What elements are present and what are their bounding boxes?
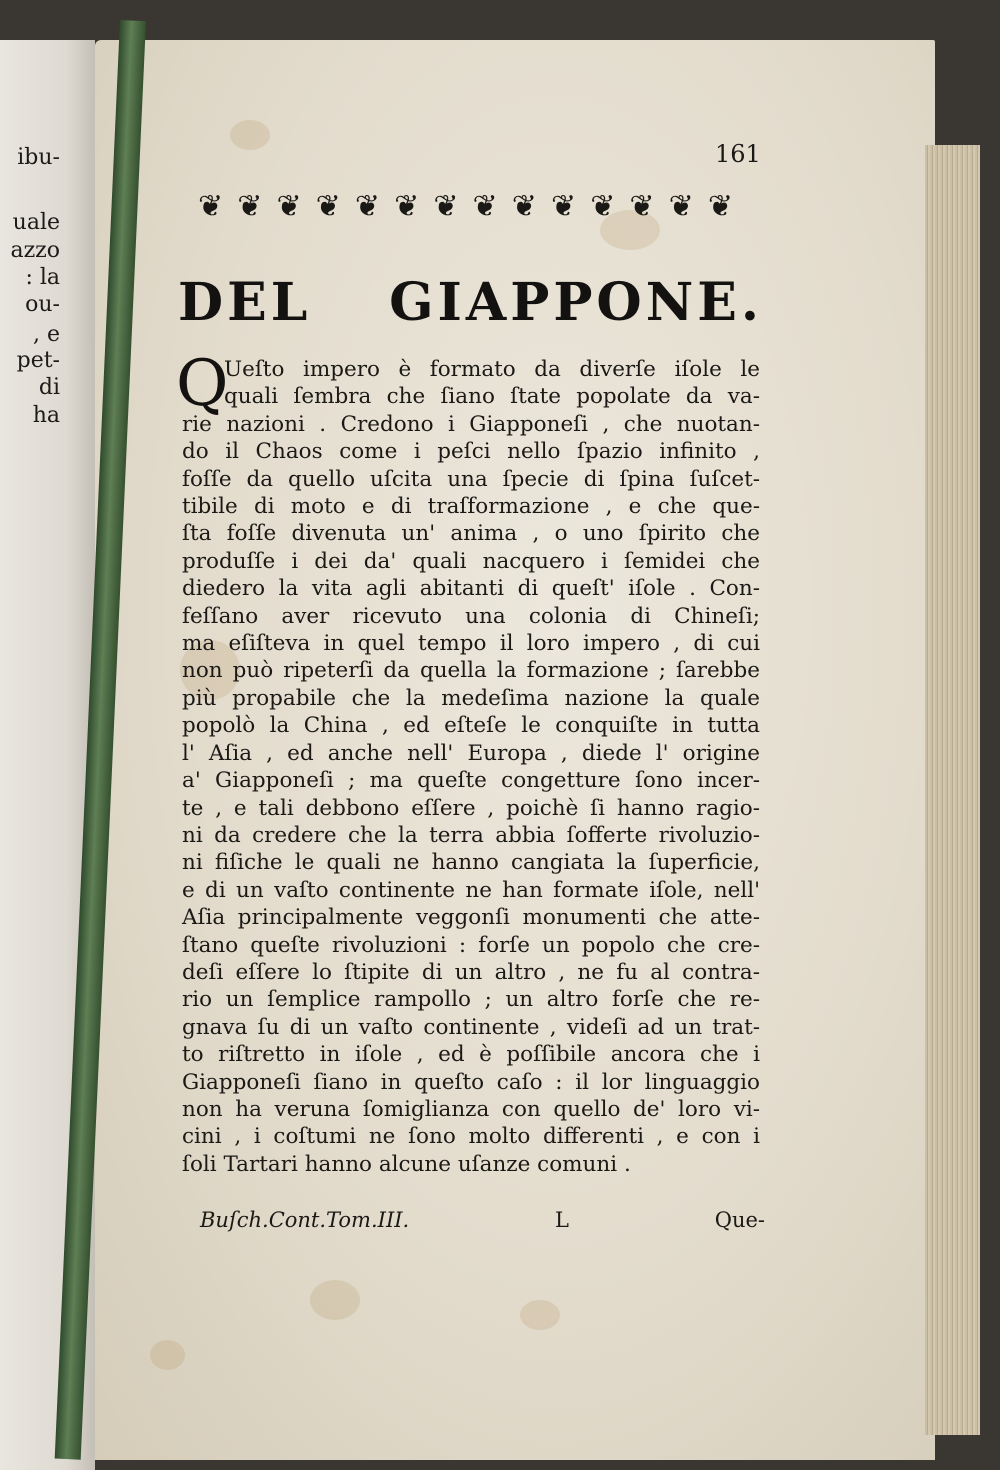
text-line: non può ripeterſi da quella la formazione ; ſarebbe — [182, 658, 760, 684]
left-page-fragment: ha — [32, 403, 60, 428]
foxing-stain — [230, 120, 270, 150]
drop-cap: Q — [176, 347, 229, 421]
fleuron-icon: ❦ — [198, 189, 224, 224]
text-line: cini , i coſtumi ne ſono molto differenti , e con i — [182, 1124, 760, 1150]
foxing-stain — [310, 1280, 360, 1320]
header-ornament — [198, 189, 733, 224]
text-line: gnava ſu di un vaſto continente , videſi ad un trat- — [182, 1014, 760, 1040]
text-line: ſoli Tartari hanno alcune uſanze comuni . — [182, 1151, 631, 1177]
fleuron-icon: ❦ — [590, 189, 616, 224]
body-text — [176, 347, 760, 1178]
text-line: quali ſembra che ſiano ſtate popolate da va- — [224, 384, 760, 410]
left-page-fragment: pet- — [16, 348, 60, 373]
chapter-title: DEL GIAPPONE. — [178, 272, 763, 333]
left-page-fragment: , e — [32, 322, 60, 347]
text-line: produſſe i dei da' quali nacquero i ſemidei che — [182, 548, 760, 574]
left-page-fragment: ibu- — [17, 145, 60, 170]
foxing-stain — [150, 1340, 185, 1370]
signature-mark: L — [555, 1208, 569, 1232]
text-line: ni da credere che la terra abbia ſofferte rivoluzio- — [182, 822, 760, 848]
text-line: Giapponeſi ſiano in queſto caſo : il lor linguaggio — [182, 1069, 760, 1095]
catchword: Que- — [714, 1208, 765, 1232]
text-line: feſſano aver ricevuto una colonia di Chineſi; — [182, 603, 760, 629]
fleuron-icon: ❦ — [315, 189, 341, 224]
fleuron-icon: ❦ — [668, 189, 694, 224]
text-line: to riſtretto in iſole , ed è poſſibile ancora che i — [182, 1042, 760, 1068]
signature-note: Buſch.Cont.Tom.III. — [200, 1208, 410, 1232]
page-number: 161 — [715, 140, 761, 168]
text-line: ni fiſiche le quali ne hanno cangiata la ſuperficie, — [182, 850, 760, 876]
text-line: a' Giapponeſi ; ma queſte congetture ſono incer- — [182, 768, 760, 794]
fleuron-icon: ❦ — [511, 189, 537, 224]
page-edges — [925, 145, 980, 1435]
text-line: diedero la vita agli abitanti di queſt' iſole . Con- — [182, 576, 760, 602]
fleuron-icon: ❦ — [707, 189, 733, 224]
text-line: popolò la China , ed eſteſe le conquiſte in tutta — [182, 713, 760, 739]
text-line: do il Chaos come i peſci nello ſpazio infinito , — [182, 439, 760, 465]
text-line: deſi eſſere lo ſtipite di un altro , ne fu al contra- — [182, 959, 760, 985]
text-line: tibile di moto e di traſformazione , e che que- — [182, 494, 760, 520]
page-footer — [200, 1208, 765, 1232]
fleuron-icon: ❦ — [394, 189, 420, 224]
fleuron-icon: ❦ — [629, 189, 655, 224]
fleuron-icon: ❦ — [276, 189, 302, 224]
text-line: Ueſto impero è formato da diverſe iſole le — [224, 357, 760, 382]
left-page-fragment: azzo — [10, 238, 60, 263]
text-line: te , e tali debbono eſſere , poichè ſi hanno ragio- — [182, 795, 760, 821]
left-page-fragment: uale — [12, 210, 60, 235]
left-page-fragment: di — [38, 375, 60, 400]
left-page-fragment: : la — [25, 265, 60, 290]
text-line: rie nazioni . Credono i Giapponeſi , che nuotan- — [182, 411, 760, 437]
text-line: e di un vaſto continente ne han formate iſole, nell' — [182, 877, 760, 903]
fleuron-icon: ❦ — [472, 189, 498, 224]
text-line: ſtano queſte rivoluzioni : forſe un popolo che cre- — [182, 932, 760, 958]
text-line: l' Aſia , ed anche nell' Europa , diede l' origine — [182, 740, 760, 766]
text-line: Aſia principalmente veggonſi monumenti che atte- — [182, 905, 760, 931]
text-line: ma eſiſteva in quel tempo il loro impero , di cui — [182, 631, 760, 657]
fleuron-icon: ❦ — [237, 189, 263, 224]
text-line: ſta foſſe divenuta un' anima , o uno ſpirito che — [182, 521, 760, 547]
foxing-stain — [520, 1300, 560, 1330]
fleuron-icon: ❦ — [354, 189, 381, 224]
fleuron-icon: ❦ — [550, 189, 577, 224]
text-line: rio un ſemplice rampollo ; un altro forſe che re- — [182, 987, 760, 1013]
text-line: più propabile che la medeſima nazione la quale — [182, 685, 760, 711]
text-line: non ha veruna ſomiglianza con quello de' loro vi- — [182, 1096, 760, 1122]
fleuron-icon: ❦ — [433, 189, 459, 224]
left-page-text-fragments — [0, 40, 60, 1470]
text-line: foſſe da quello uſcita una ſpecie di ſpina ſuſcet- — [182, 466, 760, 492]
left-page-fragment: ou- — [25, 292, 60, 317]
